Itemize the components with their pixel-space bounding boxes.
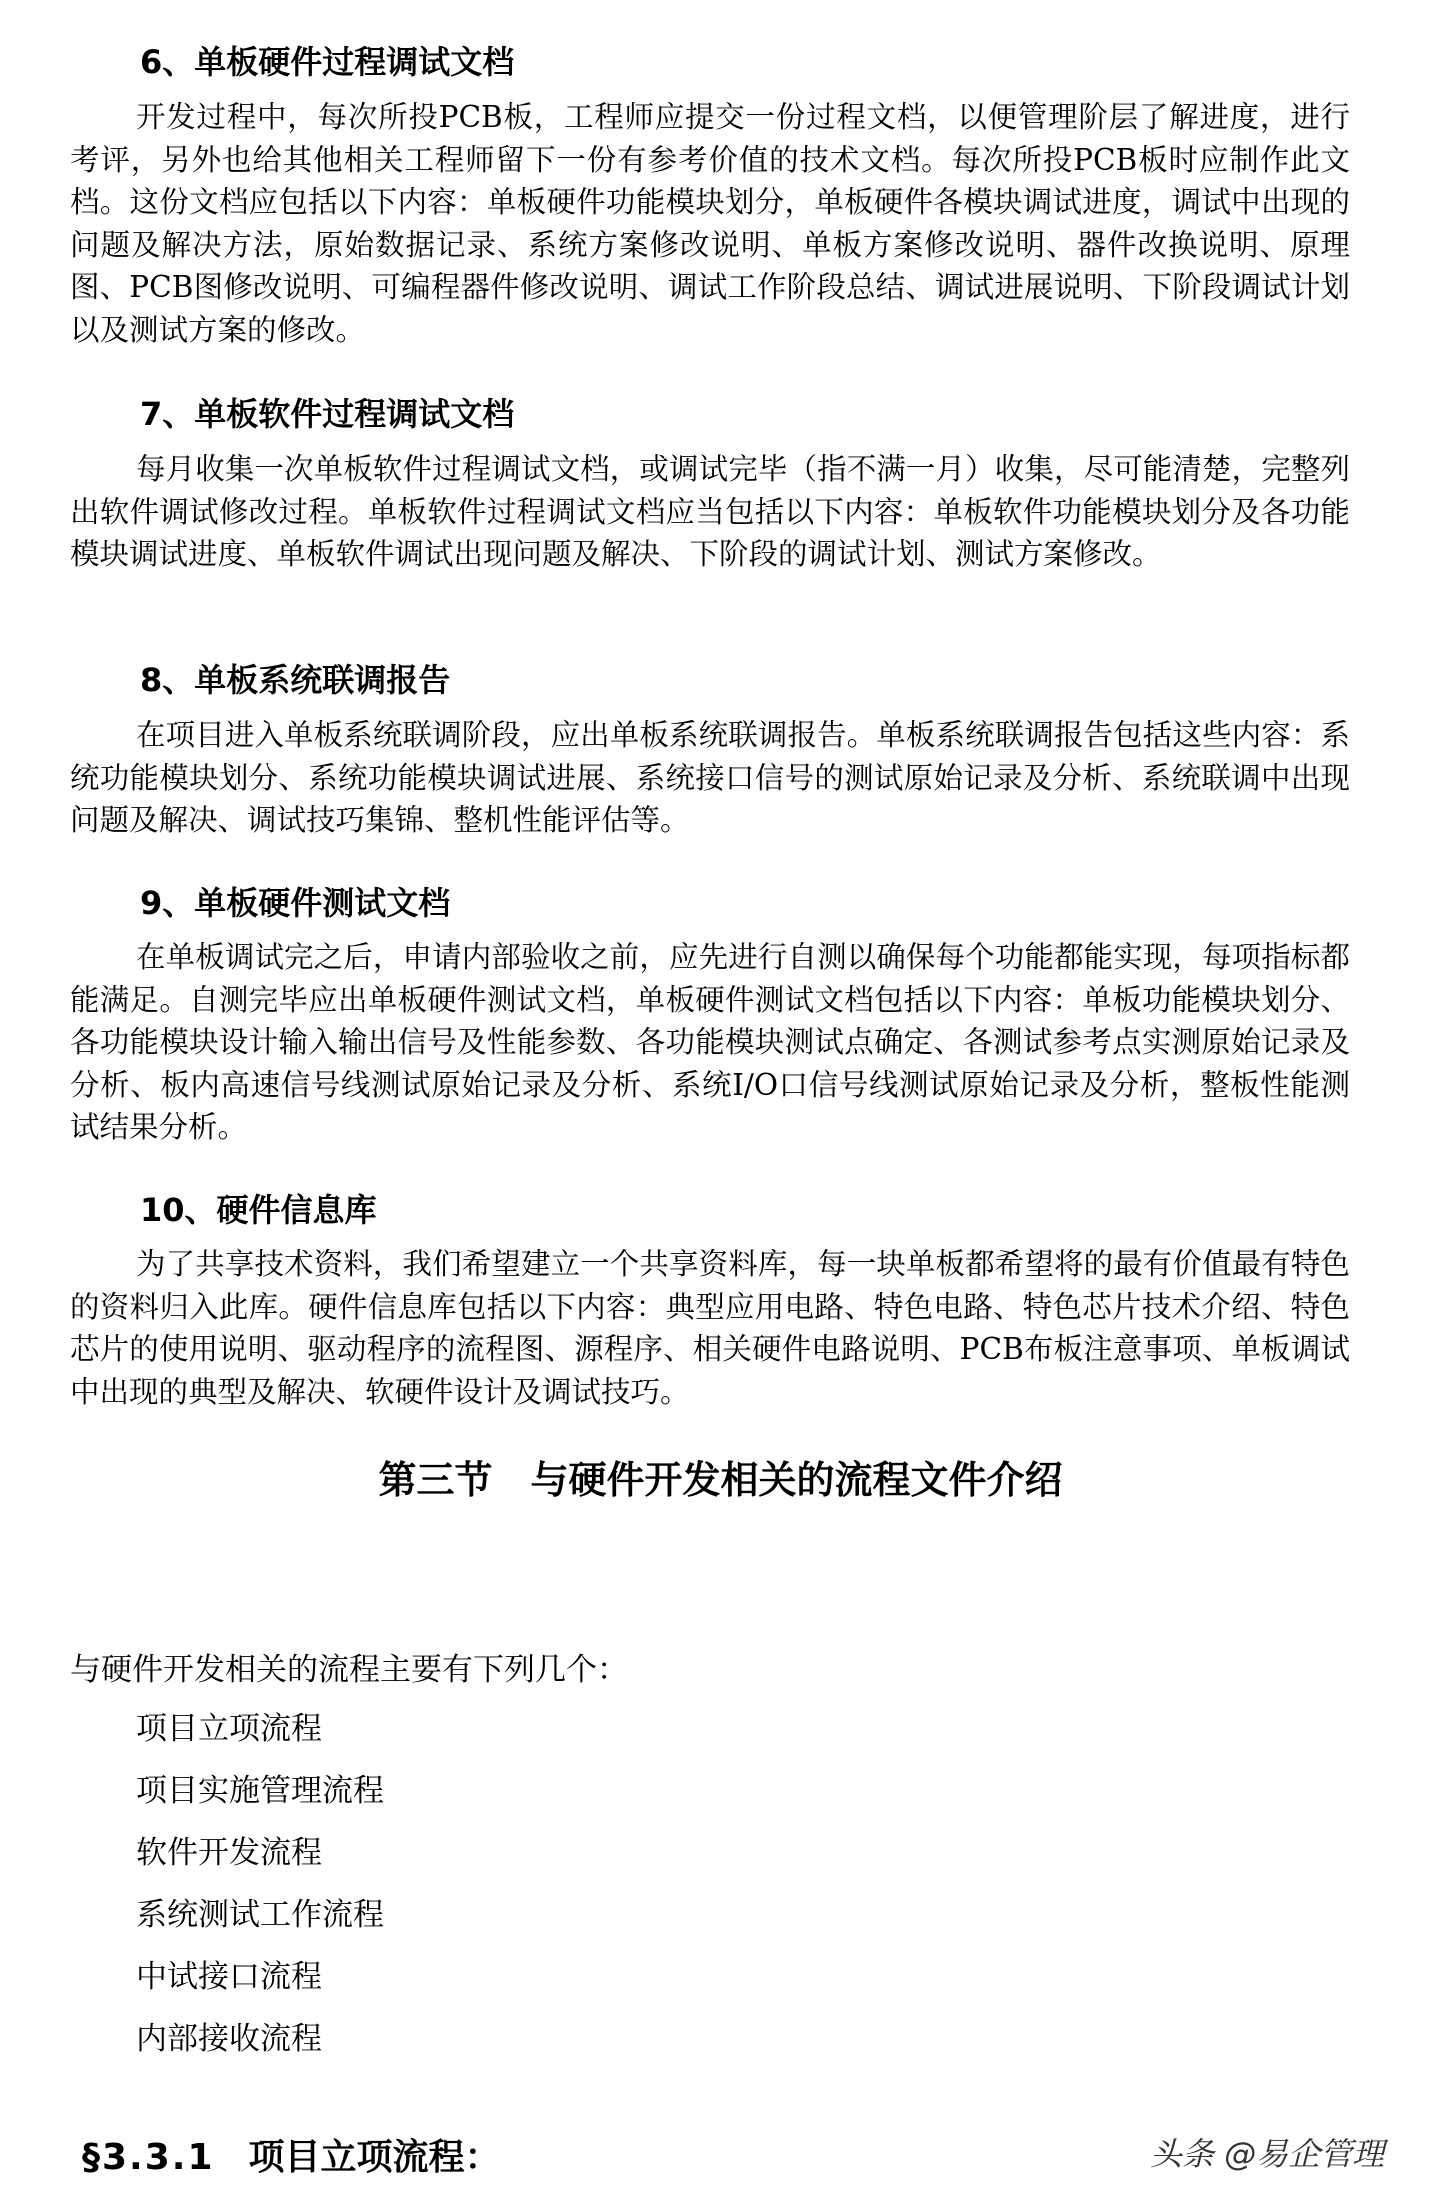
- subsection-title: 项目立项流程：: [248, 2137, 501, 2178]
- section-body-10: 为了共享技术资料，我们希望建立一个共享资料库，每一块单板都希望将的最有价值最有特色的资料归入此库。硬件信息库包括以下内容：典型应用电路、特色电路、特色芯片技术介绍、特色芯片的使用说明、驱动程序的流程图、源程序、相关硬件电路说明、PCB布板注意事项、单板调试中出现的典型及解决、软硬件设计及调试技巧。: [70, 1247, 1350, 1409]
- flow-item: 中试接口流程: [136, 1959, 322, 1995]
- subsection-number: §3.3.1: [82, 2137, 215, 2178]
- watermark: 头条 @易企管理: [1150, 2135, 1385, 2173]
- flow-item: 系统测试工作流程: [136, 1897, 384, 1933]
- flow-list: [136, 1709, 384, 2081]
- section-heading-9: 9、单板硬件测试文档: [140, 884, 451, 922]
- section-heading-6: 6、单板硬件过程调试文档: [140, 43, 515, 81]
- section-body-9: 在单板调试完之后，申请内部验收之前，应先进行自测以确保每个功能都能实现，每项指标都能满足。自测完毕应出单板硬件测试文档，单板硬件测试文档包括以下内容：单板功能模块划分、各功能模块设计输入输出信号及性能参数、各功能模块测试点确定、各测试参考点实测原始记录及分析、板内高速信号线测试原始记录及分析、系统I/O口信号线测试原始记录及分析，整板性能测试结果分析。: [70, 940, 1350, 1144]
- flow-item: 项目立项流程: [136, 1711, 322, 1747]
- section-heading-7: 7、单板软件过程调试文档: [140, 395, 515, 433]
- section-body-7: 每月收集一次单板软件过程调试文档，或调试完毕（指不满一月）收集，尽可能清楚，完整列出软件调试修改过程。单板软件过程调试文档应当包括以下内容：单板软件功能模块划分及各功能模块调试进度、单板软件调试出现问题及解决、下阶段的调试计划、测试方案修改。: [70, 452, 1350, 571]
- flow-intro: 与硬件开发相关的流程主要有下列几个：: [70, 1652, 628, 1688]
- subsection-heading: [82, 2136, 501, 2180]
- section-heading-10: 10、硬件信息库: [140, 1191, 377, 1229]
- section-body-6: 开发过程中，每次所投PCB板，工程师应提交一份过程文档，以便管理阶层了解进度，进行考评，另外也给其他相关工程师留下一份有参考价值的技术文档。每次所投PCB板时应制作此文档。这份文档应包括以下内容：单板硬件功能模块划分，单板硬件各模块调试进度，调试中出现的问题及解决方法，原始数据记录、系统方案修改说明、单板方案修改说明、器件改换说明、原理图、PCB图修改说明、可编程器件修改说明、调试工作阶段总结、调试进展说明、下阶段调试计划以及测试方案的修改。: [70, 100, 1350, 347]
- flow-item: 项目实施管理流程: [136, 1773, 384, 1809]
- flow-item: 软件开发流程: [136, 1835, 322, 1871]
- chapter-title: 第三节 与硬件开发相关的流程文件介绍: [378, 1458, 1063, 1502]
- section-heading-8: 8、单板系统联调报告: [140, 661, 451, 699]
- flow-item: 内部接收流程: [136, 2021, 322, 2057]
- section-body-8: 在项目进入单板系统联调阶段，应出单板系统联调报告。单板系统联调报告包括这些内容：系统功能模块划分、系统功能模块调试进展、系统接口信号的测试原始记录及分析、系统联调中出现问题及解决、调试技巧集锦、整机性能评估等。: [70, 718, 1350, 837]
